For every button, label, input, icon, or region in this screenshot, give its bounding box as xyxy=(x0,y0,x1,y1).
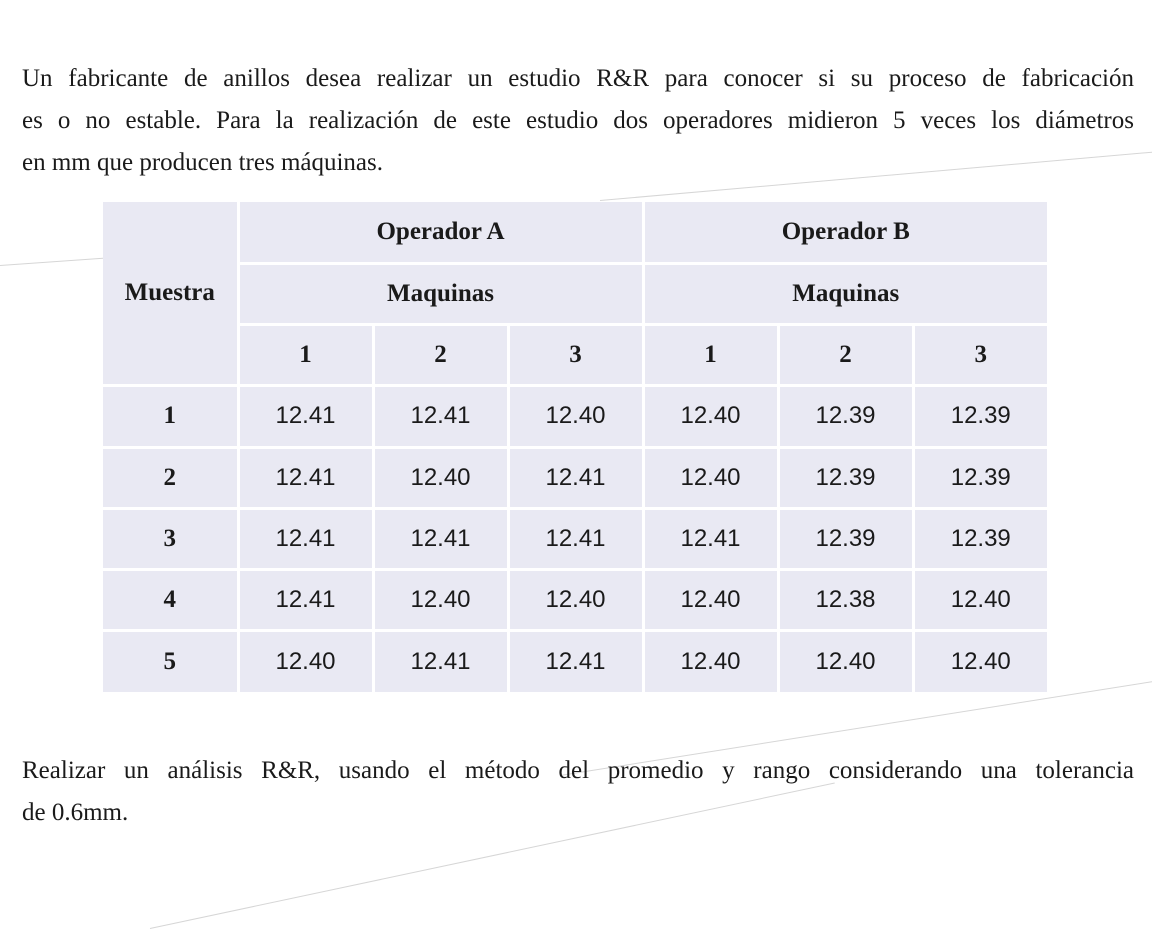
sample-number: 2 xyxy=(103,447,238,508)
measurement-cell: 12.40 xyxy=(643,631,778,692)
machine-header: 1 xyxy=(643,325,778,386)
measurements-table xyxy=(103,202,1047,692)
measurement-cell: 12.39 xyxy=(913,386,1047,447)
sample-number: 1 xyxy=(103,386,238,447)
table-row xyxy=(103,447,1047,508)
measurement-cell: 12.41 xyxy=(238,447,373,508)
measurement-cell: 12.41 xyxy=(238,386,373,447)
measurement-cell: 12.41 xyxy=(508,447,643,508)
task-paragraph xyxy=(22,750,1134,834)
machine-header: 2 xyxy=(778,325,913,386)
measurement-cell: 12.38 xyxy=(778,570,913,631)
sample-header: Muestra xyxy=(103,202,238,386)
operator-a-machines-header: Maquinas xyxy=(238,263,643,324)
measurement-cell: 12.39 xyxy=(778,447,913,508)
scratch-line xyxy=(0,258,105,266)
measurement-cell: 12.41 xyxy=(373,508,508,569)
table-row xyxy=(103,508,1047,569)
measurement-cell: 12.41 xyxy=(373,631,508,692)
measurement-cell: 12.40 xyxy=(643,386,778,447)
measurement-cell: 12.40 xyxy=(913,570,1047,631)
operator-a-header: Operador A xyxy=(238,202,643,263)
measurement-cell: 12.41 xyxy=(373,386,508,447)
sample-number: 5 xyxy=(103,631,238,692)
measurement-cell: 12.39 xyxy=(778,508,913,569)
measurement-cell: 12.40 xyxy=(508,570,643,631)
intro-line: es o no estable. Para la realización de este estudio dos operadores midieron 5 veces los diámetros xyxy=(22,107,1134,134)
measurement-cell: 12.39 xyxy=(913,447,1047,508)
machine-header: 3 xyxy=(913,325,1047,386)
intro-line: Un fabricante de anillos desea realizar un estudio R&R para conocer si su proceso de fabricación xyxy=(22,65,1134,92)
sample-number: 3 xyxy=(103,508,238,569)
measurement-cell: 12.41 xyxy=(508,508,643,569)
table-row xyxy=(103,631,1047,692)
measurement-cell: 12.39 xyxy=(778,386,913,447)
machine-header: 2 xyxy=(373,325,508,386)
measurement-cell: 12.41 xyxy=(643,508,778,569)
intro-line: en mm que producen tres máquinas. xyxy=(22,149,384,176)
measurement-cell: 12.41 xyxy=(238,508,373,569)
measurement-cell: 12.40 xyxy=(643,447,778,508)
measurement-cell: 12.40 xyxy=(508,386,643,447)
task-line: Realizar un análisis R&R, usando el método del promedio y rango considerando una tolerancia xyxy=(22,757,1134,784)
sample-number: 4 xyxy=(103,570,238,631)
machine-header: 3 xyxy=(508,325,643,386)
table-row xyxy=(103,386,1047,447)
measurement-cell: 12.40 xyxy=(643,570,778,631)
measurement-cell: 12.40 xyxy=(778,631,913,692)
measurement-cell: 12.40 xyxy=(238,631,373,692)
measurement-cell: 12.40 xyxy=(913,631,1047,692)
table-row xyxy=(103,570,1047,631)
operator-b-machines-header: Maquinas xyxy=(643,263,1047,324)
machine-header: 1 xyxy=(238,325,373,386)
measurement-cell: 12.39 xyxy=(913,508,1047,569)
measurement-cell: 12.40 xyxy=(373,570,508,631)
measurement-cell: 12.41 xyxy=(238,570,373,631)
measurement-cell: 12.41 xyxy=(508,631,643,692)
measurement-cell: 12.40 xyxy=(373,447,508,508)
intro-paragraph xyxy=(22,58,1134,184)
task-line: de 0.6mm. xyxy=(22,799,129,826)
operator-b-header: Operador B xyxy=(643,202,1047,263)
